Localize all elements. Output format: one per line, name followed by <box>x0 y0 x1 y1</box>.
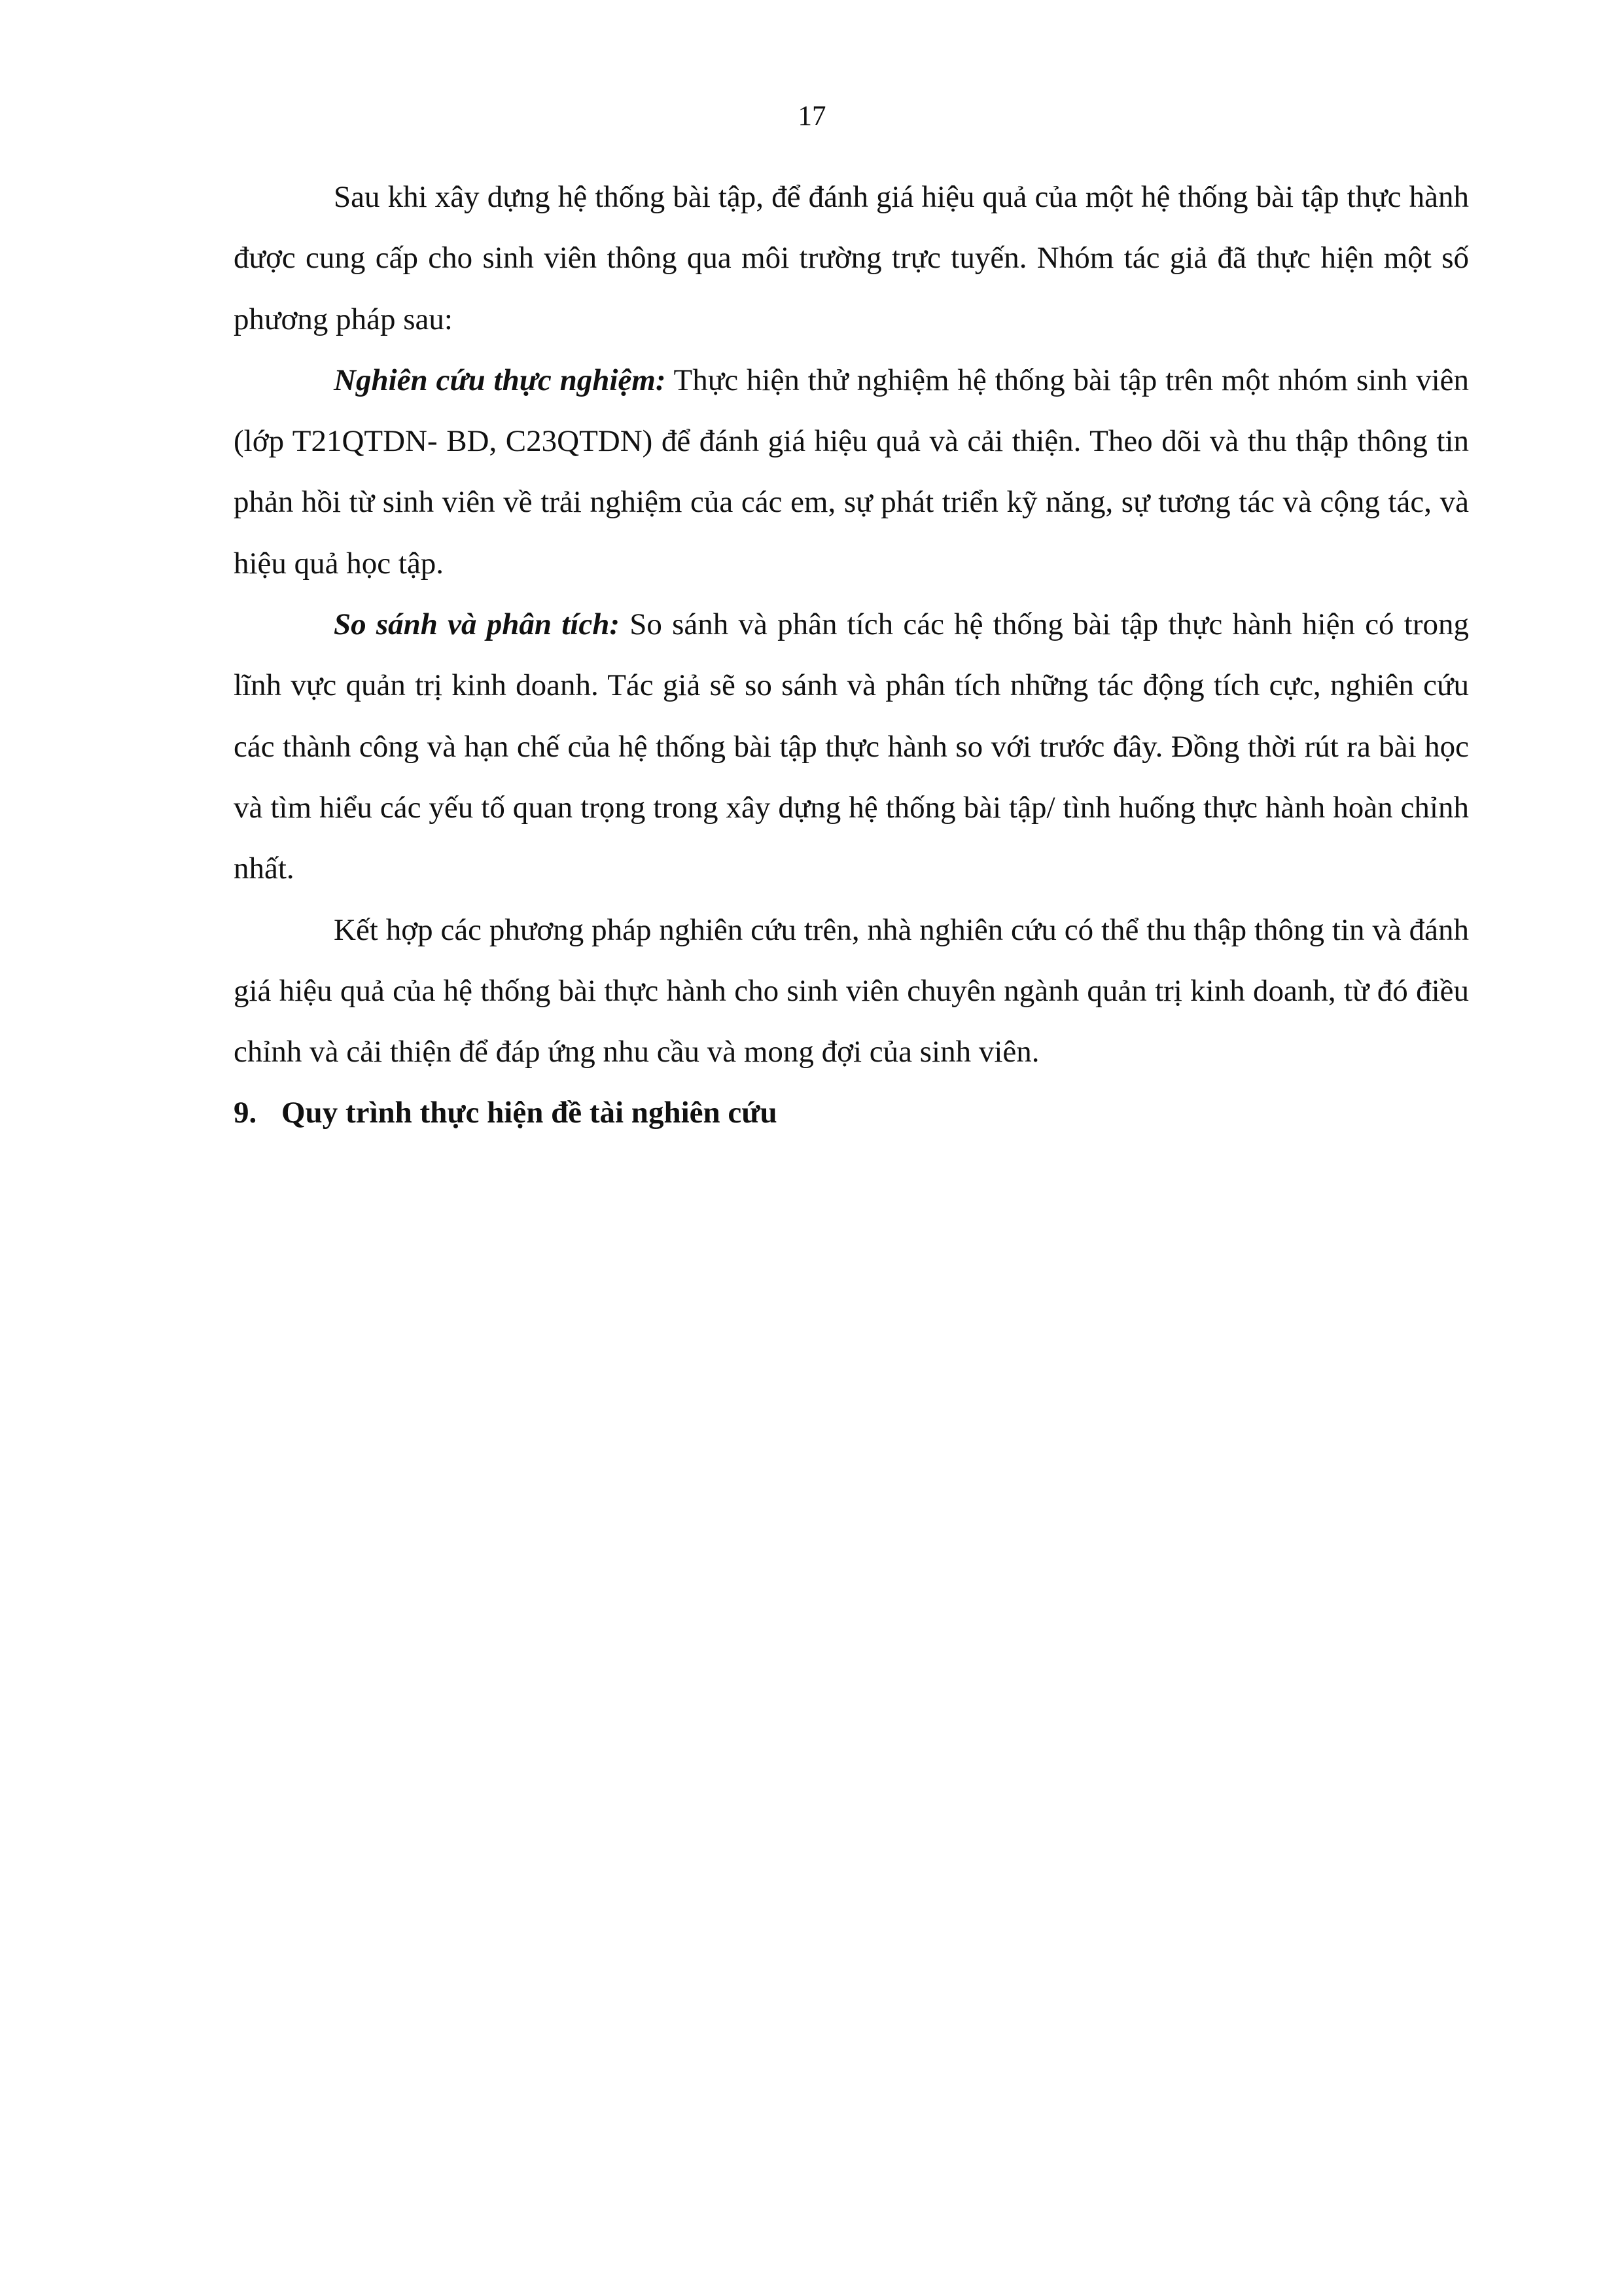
section-heading <box>234 1083 1469 1143</box>
section-title: Quy trình thực hiện đề tài nghiên cứu <box>281 1096 777 1130</box>
paragraph-lead: So sánh và phân tích: <box>334 607 620 642</box>
paragraph-text: Sau khi xây dựng hệ thống bài tập, để đánh giá hiệu quả của một hệ thống bài tập thực hành được cung cấp cho sinh viên thông qua môi trường trực tuyến. Nhóm tác giả đã thực hiện một số phương pháp sau: <box>234 180 1469 336</box>
paragraph-comparison-analysis <box>234 594 1469 899</box>
paragraph-text: Kết hợp các phương pháp nghiên cứu trên, nhà nghiên cứu có thể thu thập thông tin và đánh giá hiệu quả của hệ thống bài thực hành cho sinh viên chuyên ngành quản trị kinh doanh, từ đó điều chỉnh và cải thiện để đáp ứng nhu cầu và mong đợi của sinh viên. <box>234 912 1469 1069</box>
page-number: 17 <box>798 101 826 132</box>
paragraph-text: Thực hiện thử nghiệm hệ thống bài tập trên một nhóm sinh viên (lớp T21QTDN- BD, C23QTDN) để đánh giá hiệu quả và cải thiện. Theo dõi và thu thập thông tin phản hồi từ sinh viên về trải nghiệm của các em, sự phát triển kỹ năng, sự tương tác và cộng tác, và hiệu quả học tập. <box>234 363 1469 581</box>
paragraph-conclusion <box>234 900 1469 1083</box>
paragraph-lead: Nghiên cứu thực nghiệm: <box>334 363 666 397</box>
section-number: 9. <box>234 1096 257 1130</box>
paragraph-intro <box>234 167 1469 350</box>
paragraph-experimental-research <box>234 350 1469 594</box>
paragraph-text: So sánh và phân tích các hệ thống bài tập thực hành hiện có trong lĩnh vực quản trị kinh doanh. Tác giả sẽ so sánh và phân tích những tác động tích cực, nghiên cứu các thành công và hạn chế của hệ thống bài tập thực hành so với trước đây. Đồng thời rút ra bài học và tìm hiểu các yếu tố quan trọng trong xây dựng hệ thống bài tập/ tình huống thực hành hoàn chỉnh nhất. <box>234 607 1469 886</box>
document-body <box>234 167 1469 1144</box>
